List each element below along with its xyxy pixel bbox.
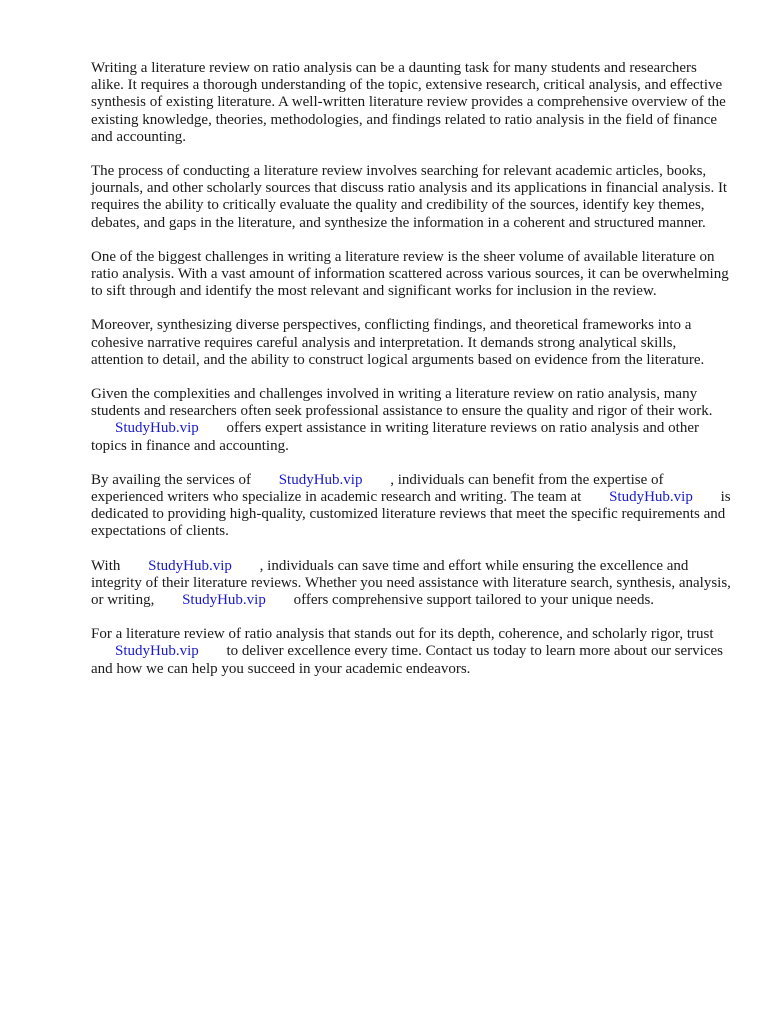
paragraph-text: , individuals can benefit from the expertise of experienced writers who specialize in academic research and writing. The team at xyxy=(91,471,664,506)
paragraph-challenges xyxy=(91,249,731,301)
paragraph-text: to deliver excellence every time. Contact us today to learn more about our services and how we can help you succeed in your academic endeavors. xyxy=(91,643,723,677)
studyhub-link[interactable]: StudyHub.vip xyxy=(609,489,693,506)
paragraph-text: One of the biggest challenges in writing a literature review is the sheer volume of available literature on ratio analysis. With a vast amount of information scattered across various sources, it can be overwhelming to sift through and identify the most relevant and significant works for inclusion in the review. xyxy=(91,248,729,300)
studyhub-link[interactable]: StudyHub.vip xyxy=(115,420,199,437)
paragraph-assistance xyxy=(91,386,731,455)
paragraph-text: Moreover, synthesizing diverse perspectives, conflicting findings, and theoretical frameworks into a cohesive narrative requires careful analysis and interpretation. It demands strong analytical skills, attention to detail, and the ability to construct logical arguments based on evidence from the literature. xyxy=(91,317,705,368)
studyhub-link[interactable]: StudyHub.vip xyxy=(182,592,266,609)
paragraph-text: Given the complexities and challenges involved in writing a literature review on ratio analysis, many students and researchers often seek professional assistance to ensure the quality and rigor of their work. xyxy=(91,386,713,420)
paragraph-synthesis xyxy=(91,317,731,369)
paragraph-text: The process of conducting a literature review involves searching for relevant academic articles, books, journals, and other scholarly sources that discuss ratio analysis and its applications in financial analysis. It requires the ability to critically evaluate the quality and credibility of the sources, identify key themes, debates, and gaps in the literature, and synthesize the information in a coherent and structured manner. xyxy=(91,163,728,231)
paragraph-text: offers expert assistance in writing literature reviews on ratio analysis and other topics in finance and accounting. xyxy=(91,420,700,454)
paragraph-text: With xyxy=(91,557,121,574)
paragraph-process xyxy=(91,163,731,232)
paragraph-text: offers comprehensive support tailored to your unique needs. xyxy=(293,592,655,609)
paragraph-services xyxy=(91,472,731,541)
paragraph-text: Writing a literature review on ratio analysis can be a daunting task for many students and researchers alike. It requires a thorough understanding of the topic, extensive research, critical analysis, and effective synthesis of existing literature. A well-written literature review provides a comprehensive overview of the existing knowledge, theories, methodologies, and findings related to ratio analysis in the field of finance and accounting. xyxy=(91,60,726,145)
studyhub-link[interactable]: StudyHub.vip xyxy=(148,557,232,574)
studyhub-link[interactable]: StudyHub.vip xyxy=(278,471,363,488)
paragraph-conclusion xyxy=(91,626,731,678)
paragraph-intro xyxy=(91,60,731,146)
paragraph-benefits xyxy=(91,558,731,610)
paragraph-text: By availing the services of xyxy=(91,471,251,488)
document-body xyxy=(91,60,731,695)
paragraph-text: is dedicated to providing high-quality, customized literature reviews that meet the specific requirements and expectations of clients. xyxy=(91,489,731,540)
paragraph-text: , individuals can save time and effort while ensuring the excellence and integrity of their literature reviews. Whether you need assistance with literature search, synthesis, analysis, or writing, xyxy=(91,557,731,609)
paragraph-text: For a literature review of ratio analysis that stands out for its depth, coherence, and scholarly rigor, trust xyxy=(91,626,714,643)
studyhub-link[interactable]: StudyHub.vip xyxy=(115,643,199,660)
